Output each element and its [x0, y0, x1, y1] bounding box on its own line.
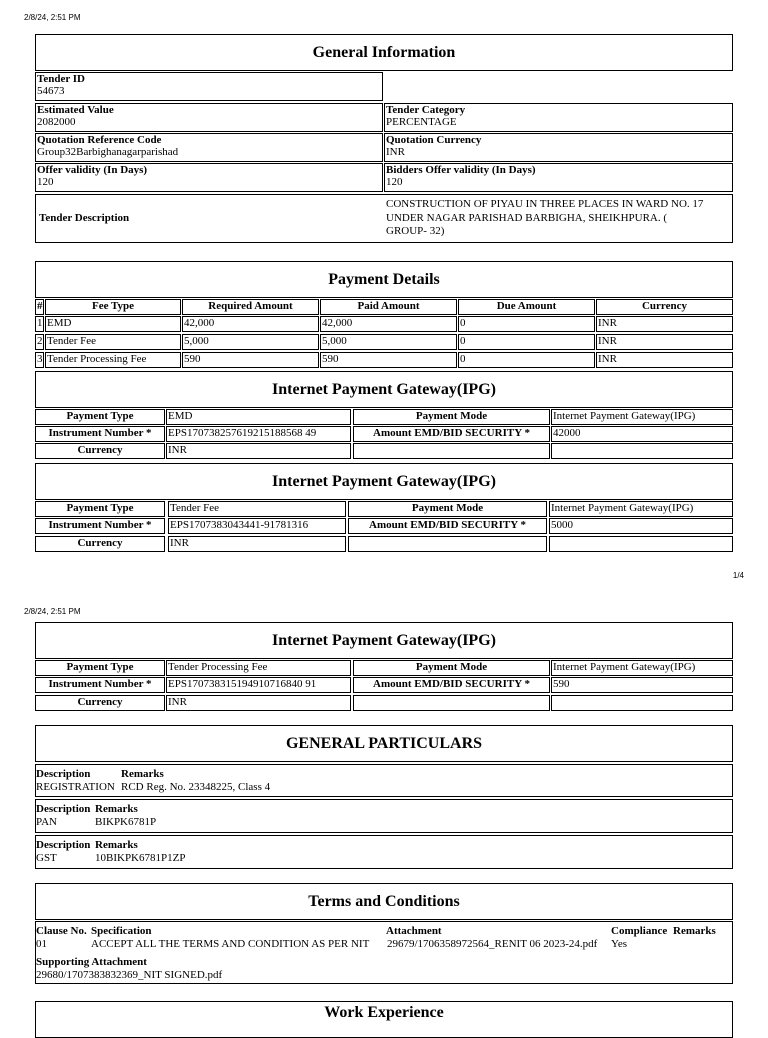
row-paid: 42,000: [320, 316, 457, 332]
print-timestamp: 2/8/24, 2:51 PM: [24, 607, 81, 616]
empty-cell: [353, 443, 550, 459]
quotation-currency-label: Quotation Currency: [386, 134, 482, 146]
tender-description-value: [386, 198, 703, 239]
general-particulars-title: GENERAL PARTICULARS: [35, 725, 733, 762]
currency-value: INR: [166, 443, 351, 459]
payment-type-label: Payment Type: [35, 409, 165, 425]
attachment-label: Attachment: [386, 925, 442, 937]
attachment-link[interactable]: 29679/1706358972564_RENIT 06 2023-24.pdf: [387, 938, 598, 950]
tender-category-value: PERCENTAGE: [386, 116, 457, 128]
offer-validity-label: Offer validity (In Days): [37, 164, 148, 176]
particular-description: GST: [36, 852, 57, 864]
particular-registration: [35, 764, 733, 797]
tender-id-cell: [35, 72, 383, 101]
general-information-title: General Information: [35, 34, 733, 71]
description-label: Description: [36, 803, 91, 815]
page-number: 1/4: [732, 571, 744, 580]
particular-pan: [35, 799, 733, 833]
payment-type-value: EMD: [166, 409, 351, 425]
row-currency: INR: [596, 316, 733, 332]
description-line: GROUP- 32): [386, 225, 445, 237]
tender-category-cell: [384, 103, 733, 132]
remarks-label: Remarks: [95, 803, 138, 815]
amount-label: Amount EMD/BID SECURITY *: [353, 426, 550, 442]
currency-value: INR: [168, 536, 346, 552]
col-header-required: Required Amount: [182, 299, 319, 315]
payment-details-title: Payment Details: [35, 261, 733, 298]
tender-description-label: Tender Description: [39, 212, 130, 224]
supporting-attachment-label: Supporting Attachment: [36, 956, 147, 968]
row-fee-type: Tender Processing Fee: [45, 352, 181, 368]
tender-category-label: Tender Category: [386, 104, 466, 116]
quotation-ref-label: Quotation Reference Code: [37, 134, 162, 146]
quotation-ref-cell: [35, 133, 383, 162]
remarks-label: Remarks: [121, 768, 164, 780]
description-line: UNDER NAGAR PARISHAD BARBIGHA, SHEIKHPURA. (: [386, 211, 668, 224]
row-currency: INR: [596, 334, 733, 350]
empty-cell: [551, 695, 733, 711]
clause-no-label: Clause No.: [36, 925, 87, 937]
particular-description: REGISTRATION: [36, 781, 115, 793]
row-required: 590: [182, 352, 319, 368]
remarks-label: Remarks: [95, 839, 138, 851]
compliance-label: Compliance: [611, 925, 668, 937]
payment-mode-label: Payment Mode: [348, 501, 547, 517]
empty-cell: [549, 536, 733, 552]
instrument-number-value: EPS170738315194910716840 91: [166, 677, 351, 693]
col-header-paid: Paid Amount: [320, 299, 457, 315]
amount-label: Amount EMD/BID SECURITY *: [348, 518, 547, 534]
amount-label: Amount EMD/BID SECURITY *: [353, 677, 550, 693]
description-label: Description: [36, 768, 91, 780]
amount-value: 590: [551, 677, 733, 693]
ipg-processing-fee-title: Internet Payment Gateway(IPG): [35, 622, 733, 659]
print-timestamp: 2/8/24, 2:51 PM: [24, 13, 81, 22]
empty-cell: [348, 536, 547, 552]
tender-id-label: Tender ID: [37, 73, 85, 85]
row-due: 0: [458, 316, 595, 332]
particular-description: PAN: [36, 816, 57, 828]
estimated-value-label: Estimated Value: [37, 104, 114, 116]
payment-type-label: Payment Type: [35, 501, 165, 517]
payment-type-label: Payment Type: [35, 660, 165, 676]
compliance-value: Yes: [611, 938, 628, 950]
remarks-label: Remarks: [673, 925, 716, 937]
row-number: 3: [35, 352, 44, 368]
description-label: Description: [36, 839, 91, 851]
bidders-validity-cell: [384, 163, 733, 192]
instrument-number-label: Instrument Number *: [35, 518, 165, 534]
col-header-due: Due Amount: [458, 299, 595, 315]
particular-gst: [35, 835, 733, 869]
row-due: 0: [458, 352, 595, 368]
row-due: 0: [458, 334, 595, 350]
clause-no-value: 01: [36, 938, 47, 950]
work-experience-title: Work Experience: [35, 1001, 733, 1038]
instrument-number-value: EPS170738257619215188568 49: [166, 426, 351, 442]
terms-title: Terms and Conditions: [35, 883, 733, 920]
instrument-number-value: EPS1707383043441-91781316: [168, 518, 346, 534]
particular-remarks: RCD Reg. No. 23348225, Class 4: [121, 781, 271, 793]
row-number: 2: [35, 334, 44, 350]
row-paid: 590: [320, 352, 457, 368]
estimated-value-cell: [35, 103, 383, 132]
tender-description-cell: [35, 194, 733, 243]
empty-cell: [551, 443, 733, 459]
row-fee-type: EMD: [45, 316, 181, 332]
amount-value: 42000: [551, 426, 733, 442]
offer-validity-value: 120: [37, 176, 54, 188]
amount-value: 5000: [549, 518, 733, 534]
col-header-fee-type: Fee Type: [45, 299, 181, 315]
payment-mode-value: Internet Payment Gateway(IPG): [551, 660, 733, 676]
payment-mode-label: Payment Mode: [353, 660, 550, 676]
currency-label: Currency: [35, 695, 165, 711]
bidders-validity-label: Bidders Offer validity (In Days): [386, 164, 536, 176]
instrument-number-label: Instrument Number *: [35, 426, 165, 442]
estimated-value-value: 2082000: [37, 116, 76, 128]
payment-mode-value: Internet Payment Gateway(IPG): [551, 409, 733, 425]
row-currency: INR: [596, 352, 733, 368]
empty-cell: [353, 695, 550, 711]
col-header-currency: Currency: [596, 299, 733, 315]
specification-value: ACCEPT ALL THE TERMS AND CONDITION AS PER NIT: [91, 938, 370, 950]
description-line: CONSTRUCTION OF PIYAU IN THREE PLACES IN WARD NO. 17: [386, 198, 704, 210]
ipg-tender-fee-title: Internet Payment Gateway(IPG): [35, 463, 733, 500]
particular-remarks: BIKPK6781P: [95, 816, 157, 828]
col-header-number: #: [35, 299, 44, 315]
instrument-number-label: Instrument Number *: [35, 677, 165, 693]
specification-label: Specification: [91, 925, 152, 937]
bidders-validity-value: 120: [386, 176, 403, 188]
quotation-currency-cell: [384, 133, 733, 162]
tender-id-value: 54673: [37, 85, 65, 97]
currency-value: INR: [166, 695, 351, 711]
terms-clause-block: [35, 921, 733, 984]
particular-remarks: 10BIKPK6781P1ZP: [95, 852, 186, 864]
payment-type-value: Tender Processing Fee: [166, 660, 351, 676]
payment-type-value: Tender Fee: [168, 501, 346, 517]
row-number: 1: [35, 316, 44, 332]
quotation-ref-value: Group32Barbighanagarparishad: [37, 146, 179, 158]
row-required: 5,000: [182, 334, 319, 350]
payment-mode-value: Internet Payment Gateway(IPG): [549, 501, 733, 517]
supporting-attachment-link[interactable]: 29680/1707383832369_NIT SIGNED.pdf: [36, 969, 223, 981]
row-required: 42,000: [182, 316, 319, 332]
offer-validity-cell: [35, 163, 383, 192]
row-fee-type: Tender Fee: [45, 334, 181, 350]
currency-label: Currency: [35, 443, 165, 459]
row-paid: 5,000: [320, 334, 457, 350]
currency-label: Currency: [35, 536, 165, 552]
ipg-emd-title: Internet Payment Gateway(IPG): [35, 371, 733, 408]
quotation-currency-value: INR: [386, 146, 405, 158]
payment-mode-label: Payment Mode: [353, 409, 550, 425]
